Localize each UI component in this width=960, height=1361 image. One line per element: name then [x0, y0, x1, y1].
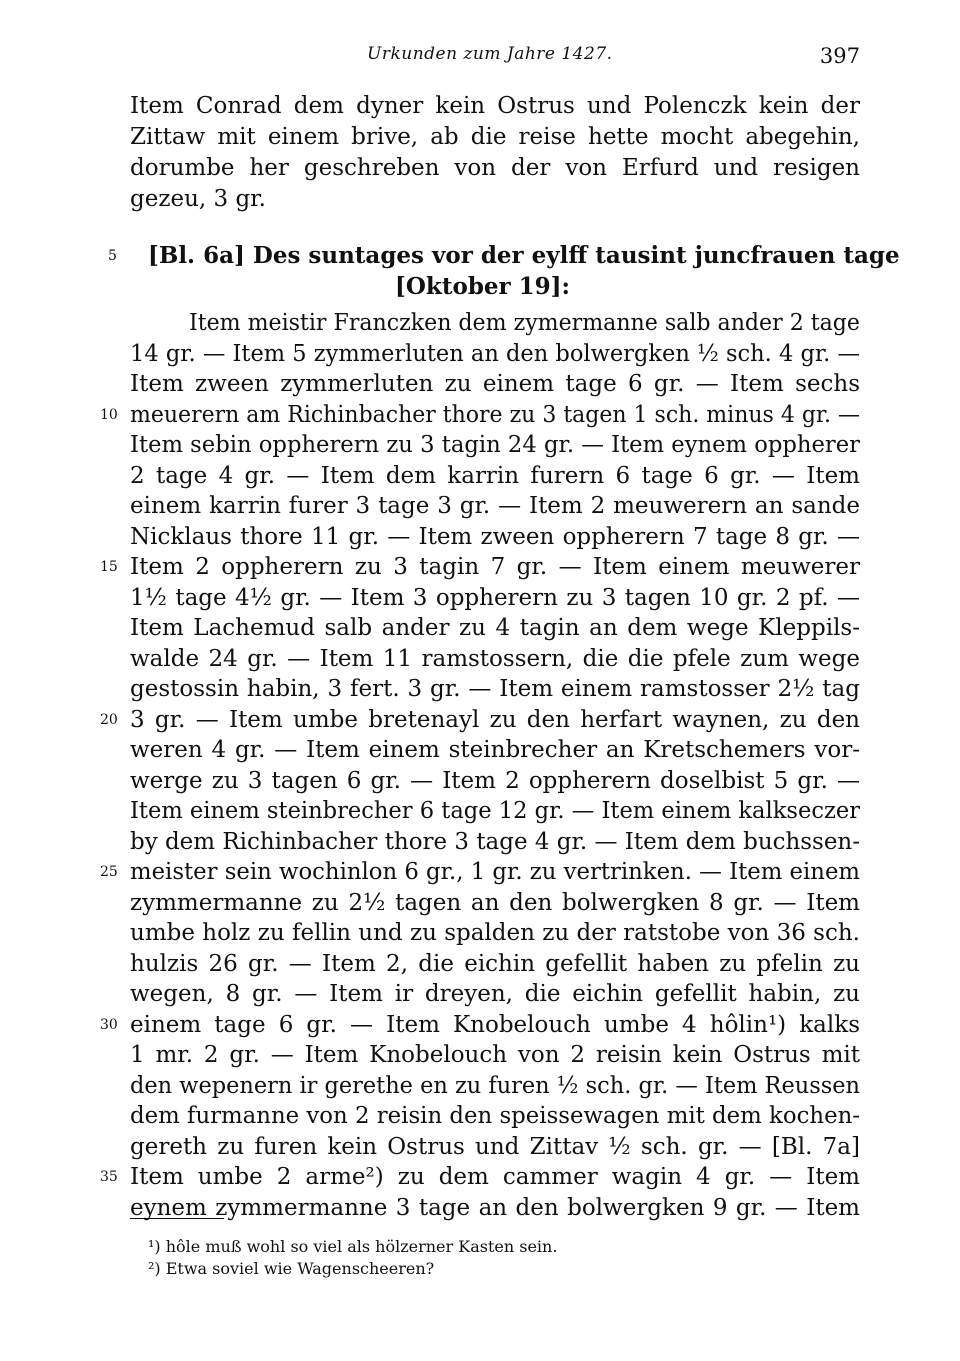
text-line: 3 gr. — Item umbe bretenayl zu den herfart waynen, zu den [130, 707, 860, 733]
text-line: gereth zu furen kein Ostrus und Zittav ½ sch. gr. — [Bl. 7a] [130, 1134, 860, 1160]
text-line: Item 2 oppherern zu 3 tagin 7 gr. — Item einem meuwerer [130, 554, 860, 580]
line-number: 35 [100, 1169, 118, 1185]
text-line: weren 4 gr. — Item einem steinbrecher an Kretschemers vor- [130, 737, 860, 763]
footnote: ¹) hôle muß wohl so viel als hölzerner Kasten sein. [148, 1237, 558, 1256]
text-line: meuerern am Richinbacher thore zu 3 tagen 1 sch. minus 4 gr. — [130, 402, 860, 428]
text-line: 2 tage 4 gr. — Item dem karrin furern 6 tage 6 gr. — Item [130, 463, 860, 489]
text-line: dorumbe her geschreben von der von Erfurd und resigen [130, 155, 860, 181]
text-line: gezeu, 3 gr. [130, 186, 266, 212]
text-line: werge zu 3 tagen 6 gr. — Item 2 oppherern doselbist 5 gr. — [130, 768, 860, 794]
section-heading: [Bl. 6a] Des suntages vor der eylff tausint juncfrauen tage [148, 242, 900, 269]
line-number: 15 [100, 559, 118, 575]
text-line: Item Lachemud salb ander zu 4 tagin an dem wege Kleppils- [130, 615, 860, 641]
text-line: Item Conrad dem dyner kein Ostrus und Polenczk kein der [130, 93, 860, 119]
text-line: einem tage 6 gr. — Item Knobelouch umbe 4 hôlin¹) kalks [130, 1012, 860, 1038]
text-line: meister sein wochinlon 6 gr., 1 gr. zu vertrinken. — Item einem [130, 859, 860, 885]
text-line: den wepenern ir gerethe en zu furen ½ sch. gr. — Item Reussen [130, 1073, 860, 1099]
running-title: Urkunden zum Jahre 1427. [367, 44, 613, 64]
text-line: eynem zymmermanne 3 tage an den bolwergken 9 gr. — Item [130, 1195, 860, 1221]
footnote-divider [130, 1218, 224, 1219]
text-line: walde 24 gr. — Item 11 ramstossern, die die pfele zum wege [130, 646, 860, 672]
text-line: Item zween zymmerluten zu einem tage 6 gr. — Item sechs [130, 371, 860, 397]
text-line: umbe holz zu fellin und zu spalden zu der ratstobe von 36 sch. [130, 920, 860, 946]
text-line: wegen, 8 gr. — Item ir dreyen, die eichin gefellit habin, zu [130, 981, 860, 1007]
text-line: hulzis 26 gr. — Item 2, die eichin gefellit haben zu pfelin zu [130, 951, 860, 977]
line-number: 10 [100, 407, 118, 423]
line-number: 25 [100, 864, 118, 880]
text-line: Zittaw mit einem brive, ab die reise hette mocht abegehin, [130, 124, 860, 150]
text-line: dem furmanne von 2 reisin den speissewagen mit dem kochen- [130, 1103, 860, 1129]
footnote: ²) Etwa soviel wie Wagenscheeren? [148, 1259, 435, 1278]
text-line: by dem Richinbacher thore 3 tage 4 gr. — Item dem buchssen- [130, 829, 860, 855]
text-line: 14 gr. — Item 5 zymmerluten an den bolwergken ½ sch. 4 gr. — [130, 341, 860, 367]
text-line: Item umbe 2 arme²) zu dem cammer wagin 4 gr. — Item [130, 1164, 860, 1190]
page-header [0, 44, 960, 74]
text-line: zymmermanne zu 2½ tagen an den bolwergken 8 gr. — Item [130, 890, 860, 916]
line-number: 30 [100, 1017, 118, 1033]
page-number: 397 [819, 44, 860, 68]
text-line: 1½ tage 4½ gr. — Item 3 oppherern zu 3 tagen 10 gr. 2 pf. — [130, 585, 860, 611]
section-heading-date: [Oktober 19]: [395, 273, 571, 300]
text-line: Nicklaus thore 11 gr. — Item zween oppherern 7 tage 8 gr. — [130, 524, 860, 550]
text-line: 1 mr. 2 gr. — Item Knobelouch von 2 reisin kein Ostrus mit [130, 1042, 860, 1068]
line-number: 20 [100, 712, 118, 728]
text-line: gestossin habin, 3 fert. 3 gr. — Item einem ramstosser 2½ tag [130, 676, 860, 702]
text-line: Item sebin oppherern zu 3 tagin 24 gr. — Item eynem oppherer [130, 432, 860, 458]
text-line: einem karrin furer 3 tage 3 gr. — Item 2 meuwerern an sande [130, 493, 860, 519]
text-line: Item einem steinbrecher 6 tage 12 gr. — Item einem kalkseczer [130, 798, 860, 824]
line-number: 5 [108, 248, 117, 264]
text-line: Item meistir Franczken dem zymermanne salb ander 2 tage [189, 310, 860, 336]
